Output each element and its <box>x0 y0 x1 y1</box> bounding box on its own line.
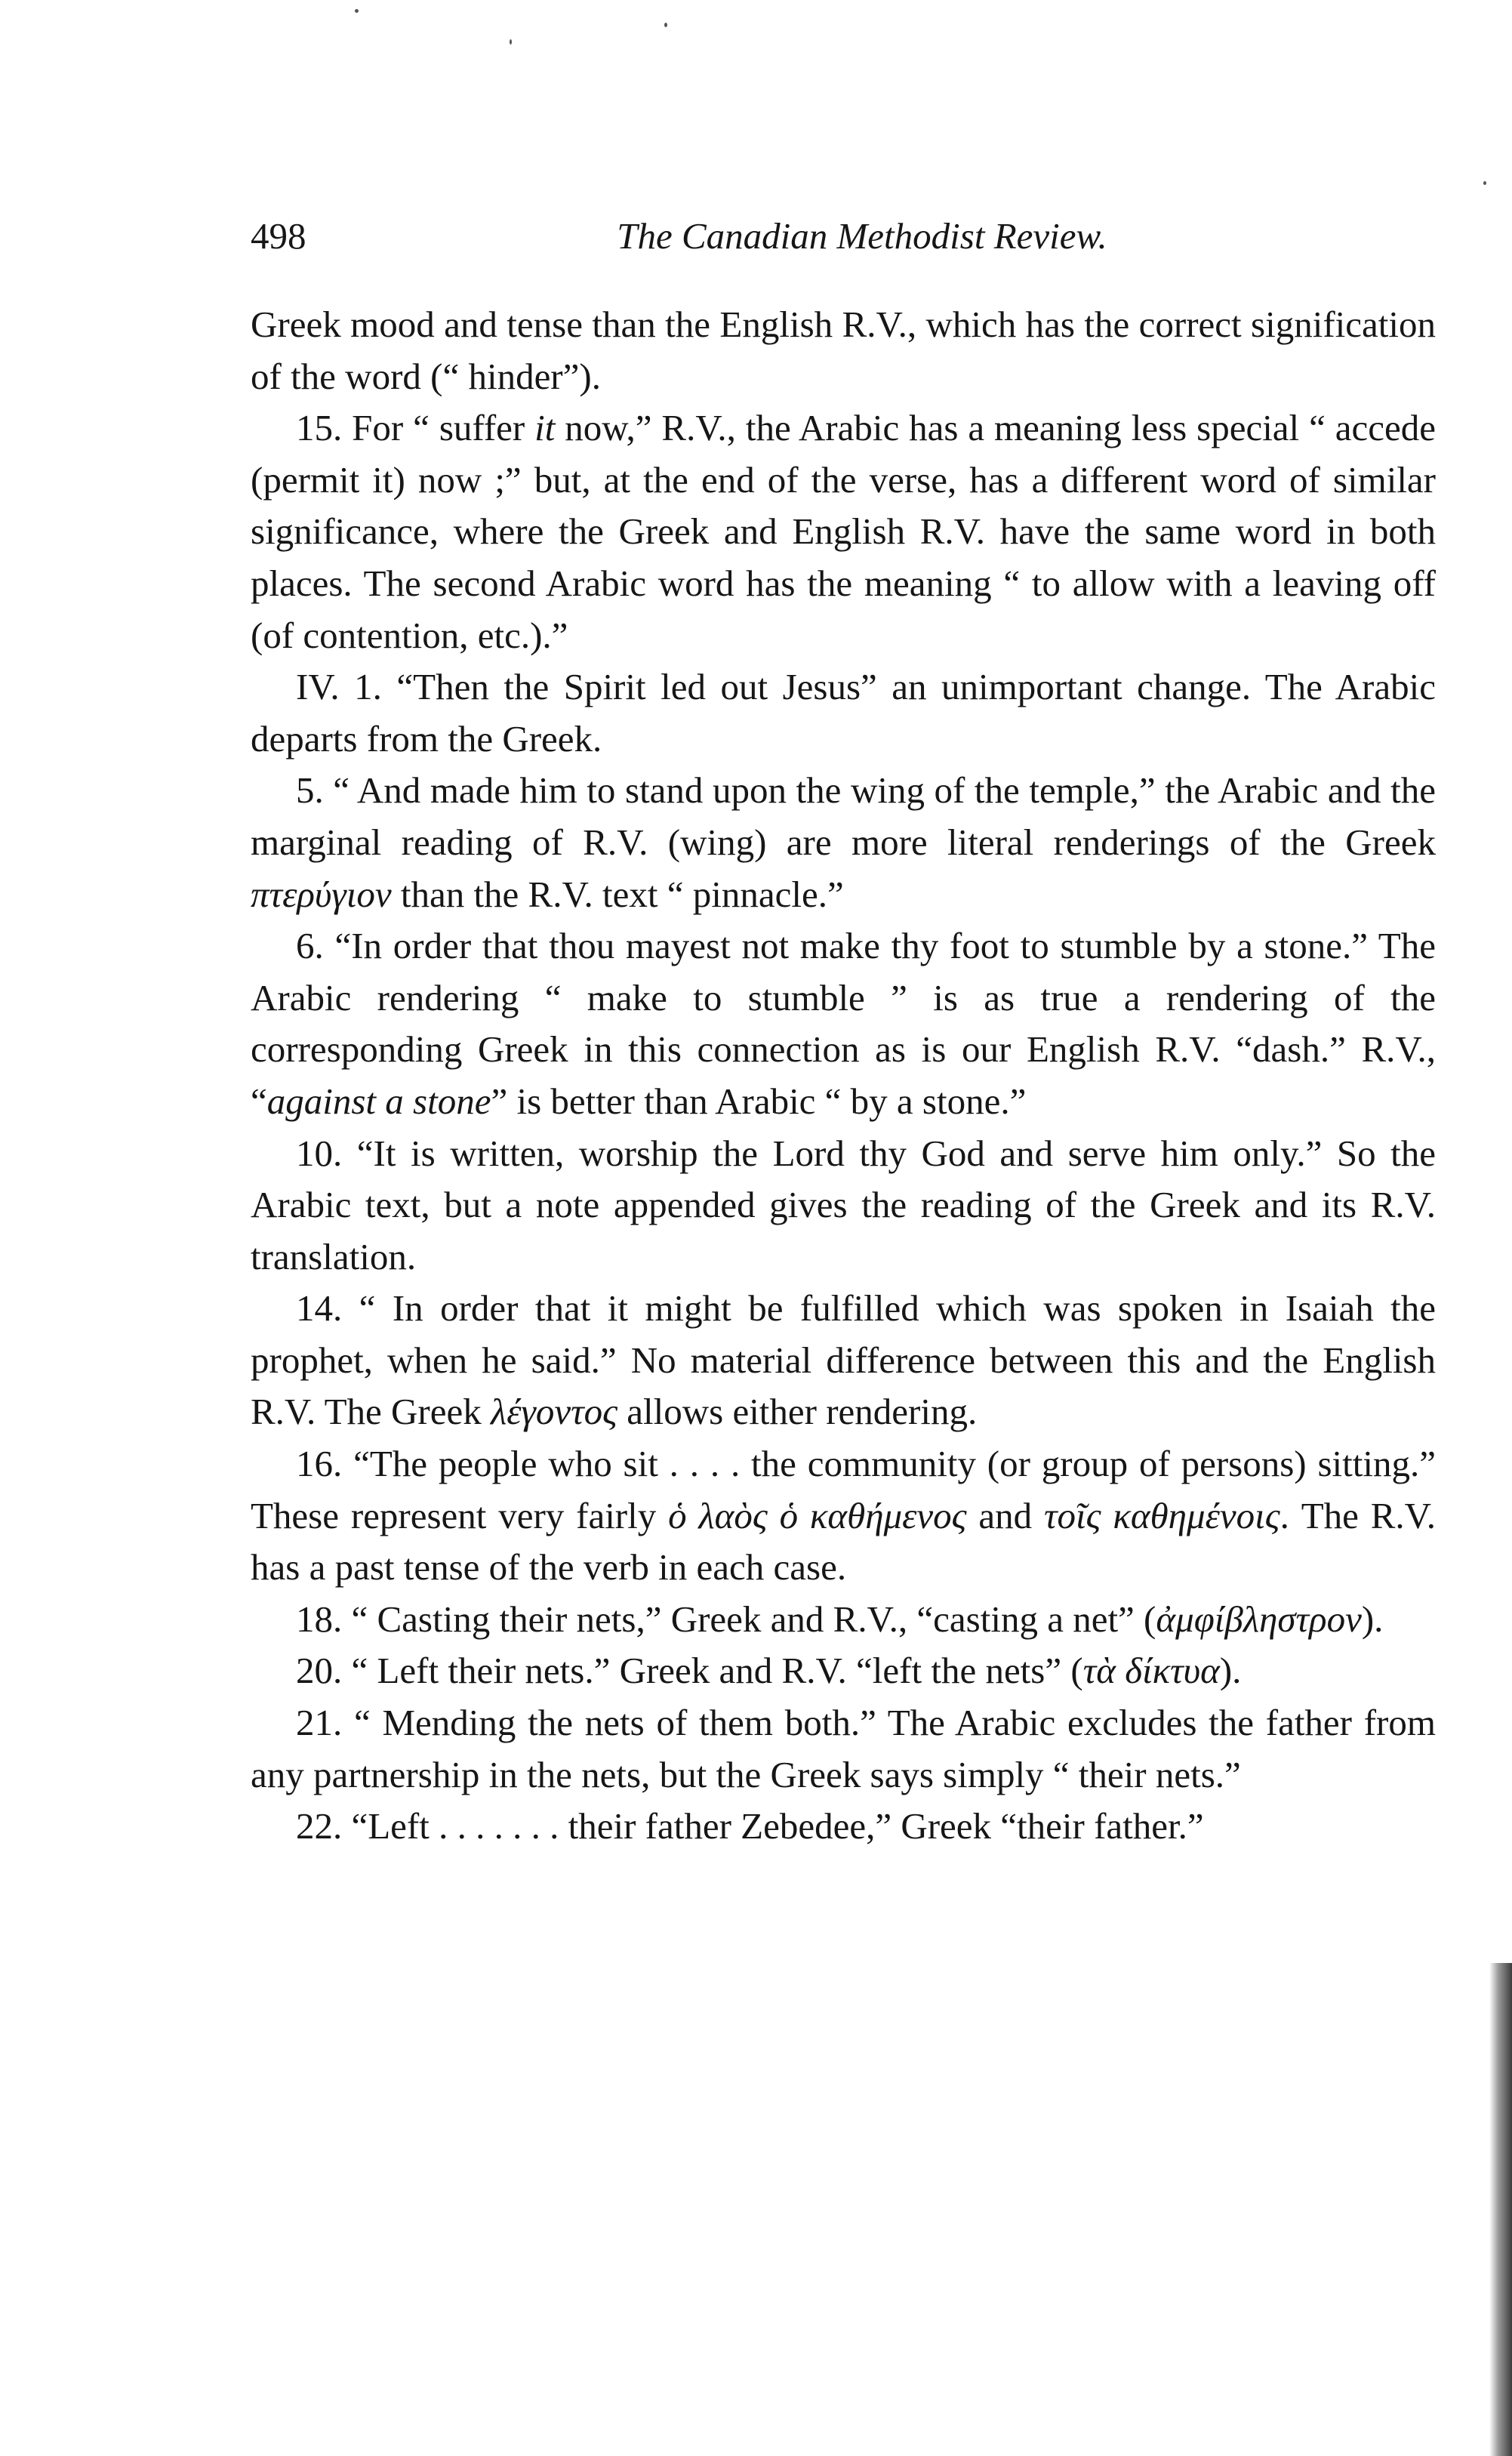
text-segment: and <box>966 1494 1044 1536</box>
text-segment: 14. “ In order that it might be fulfilled which was spoken in Isaiah the prophet, when he said.” No material difference between this and the English R.V. The Greek <box>251 1287 1436 1433</box>
paragraph <box>251 299 1436 402</box>
scan-speck <box>510 39 512 45</box>
text-segment: ). <box>1219 1650 1242 1692</box>
italic-text-segment: ὁ λαὸς ὁ καθήμενος <box>668 1494 967 1536</box>
running-head <box>251 210 1436 263</box>
text-segment: IV. 1. “Then the Spirit led out Jesus” an unimportant change. The Arabic departs from the Greek. <box>251 666 1436 760</box>
italic-text-segment: λέγοντος <box>491 1391 618 1433</box>
text-segment: 5. “ And made him to stand upon the wing of the temple,” the Arabic and the marginal reading of R.V. (wing) are more literal renderings of the Greek <box>251 769 1436 863</box>
italic-text-segment: τοῖς καθημένοις <box>1043 1494 1280 1536</box>
text-segment: now,” R.V., the Arabic has a meaning less special “ accede (permit it) now ;” but, at the end of the verse, has a different word of similar significance, where the Greek and English R.V. have the same word in both places. The second Arabic word has the meaning “ to allow with a leaving off (of contention, etc.).” <box>251 407 1436 656</box>
paragraph <box>251 1128 1436 1283</box>
text-segment: 10. “It is written, worship the Lord thy God and serve him only.” So the Arabic text, but a note appended gives the reading of the Greek and its R.V. translation. <box>251 1132 1436 1277</box>
paragraph <box>251 1801 1436 1853</box>
paragraph <box>251 1283 1436 1438</box>
text-segment: . The R.V. has a past tense of the verb in each case. <box>251 1494 1436 1589</box>
paragraph <box>251 920 1436 1127</box>
text-segment: 21. “ Mending the nets of them both.” The Arabic excludes the father from any partnership in the nets, but the Greek says simply “ their nets.” <box>251 1702 1436 1795</box>
text-segment: ” is better than Arabic “ by a stone.” <box>491 1080 1027 1122</box>
scan-speck <box>355 9 359 13</box>
paragraph <box>251 1438 1436 1594</box>
paragraph <box>251 1697 1436 1801</box>
body-text <box>251 299 1436 1853</box>
journal-title: The Canadian Methodist Review. <box>617 215 1107 257</box>
italic-text-segment: τὰ δίκτυα <box>1082 1650 1220 1692</box>
text-segment: allows either rendering. <box>617 1391 978 1433</box>
scan-speck <box>1483 181 1486 185</box>
text-segment: 22. “Left . . . . . . . their father Zebedee,” Greek “their father.” <box>296 1805 1204 1847</box>
paragraph <box>251 1594 1436 1646</box>
paragraph <box>251 402 1436 661</box>
paragraph <box>251 765 1436 920</box>
text-segment: 15. For “ suffer <box>296 407 535 449</box>
text-segment: Greek mood and tense than the English R.V., which has the correct signification of the word (“ hinder”). <box>251 304 1436 397</box>
paragraph <box>251 661 1436 765</box>
scan-speck <box>664 23 667 27</box>
text-segment: 6. “In order that thou mayest not make thy foot to stumble by a stone.” The Arabic rendering “ make to stumble ” is as true a rendering of the corresponding Greek in this connection as is our English R.V. “dash.” R.V., “ <box>251 925 1436 1122</box>
page-edge-shadow <box>1489 1963 1512 2456</box>
text-segment: 20. “ Left their nets.” Greek and R.V. “left the nets” ( <box>296 1650 1083 1692</box>
text-segment: 16. “The people who sit . . . . the community (or group of persons) sitting.” These represent very fairly <box>251 1443 1436 1536</box>
paragraph <box>251 1645 1436 1697</box>
text-segment: than the R.V. text “ pinnacle.” <box>391 873 844 915</box>
text-segment: 18. “ Casting their nets,” Greek and R.V., “casting a net” ( <box>296 1598 1156 1640</box>
italic-text-segment: against a stone <box>266 1080 491 1122</box>
italic-text-segment: it <box>534 407 556 449</box>
text-segment: ). <box>1361 1598 1384 1640</box>
italic-text-segment: πτερύγιον <box>251 873 392 915</box>
page-number: 498 <box>251 215 306 257</box>
italic-text-segment: ἀμφίβληστρον <box>1156 1598 1362 1640</box>
